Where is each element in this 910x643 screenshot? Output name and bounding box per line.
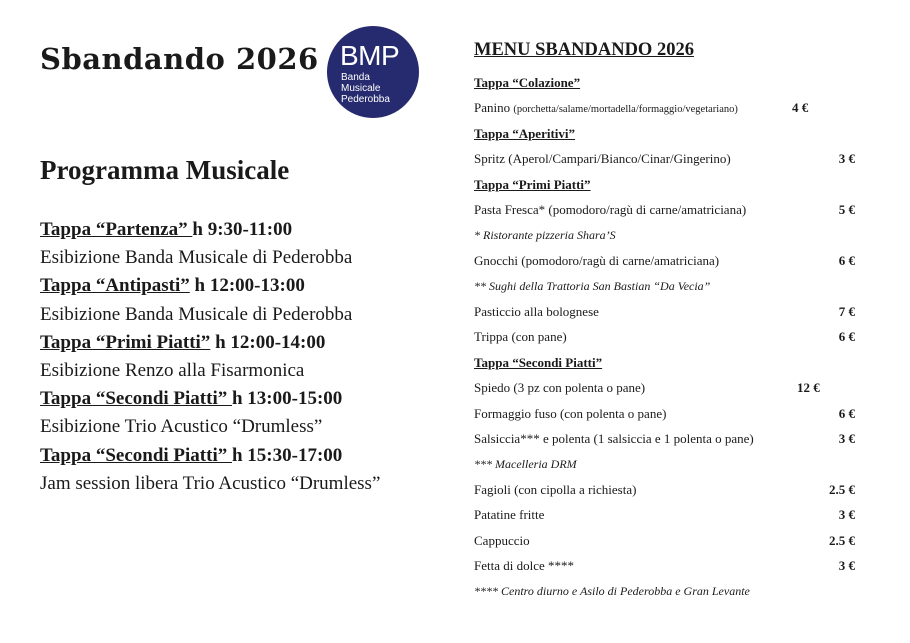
menu-item-name: Salsiccia*** e polenta (1 salsiccia e 1 polenta o pane)	[474, 431, 754, 447]
menu-item-name: Panino	[474, 100, 514, 116]
program-title: Programma Musicale	[40, 155, 290, 185]
menu-item-detail: (porchetta/salame/mortadella/formaggio/vegetariano)	[513, 104, 738, 116]
menu-item-price: 6 €	[838, 405, 855, 421]
stage-time: h 12:00-14:00	[210, 331, 326, 353]
stage-name: Tappa “Secondi Piatti”	[40, 388, 232, 410]
menu-item-name: Trippa (con pane)	[474, 329, 567, 345]
program-stage	[40, 442, 440, 470]
menu-item-price: 6 €	[838, 253, 855, 269]
program-stage	[40, 329, 440, 357]
menu-item-price: 3 €	[838, 151, 855, 167]
menu-item-price: 3 €	[838, 507, 855, 523]
menu-footnote	[474, 579, 864, 604]
stage-time: h 9:30-11:00	[192, 219, 293, 240]
menu-item-name: Fagioli (con cipolla a richiesta)	[474, 482, 637, 497]
menu-item-price: 2.5 €	[829, 532, 855, 548]
logo-line: Pederobba	[341, 94, 390, 105]
logo-main-text: BMP	[340, 40, 400, 71]
logo-line: Musicale	[341, 83, 381, 94]
stage-name: Tappa “Antipasti”	[40, 275, 190, 297]
menu-item-name: Pasta Fresca* (pomodoro/ragù di carne/amatriciana)	[474, 202, 747, 218]
stage-time: h 12:00-13:00	[189, 275, 305, 297]
menu-item-name: Patatine fritte	[474, 507, 545, 523]
program-stage	[40, 216, 440, 244]
program-stage	[40, 385, 440, 413]
menu-item-price: 3 €	[838, 431, 855, 447]
menu-item-price: 6 €	[838, 329, 855, 345]
stage-name: Tappa “Partenza”	[40, 219, 193, 240]
menu-text: Tappa “Aperitivi”	[474, 125, 576, 141]
menu-text: **** Centro diurno e Asilo di Pederobba e Gran Levante	[474, 583, 750, 598]
menu-item	[474, 197, 864, 222]
menu-item	[474, 401, 864, 426]
menu-item-price: 3 €	[838, 558, 855, 574]
menu-text: Tappa “Secondi Piatti”	[474, 354, 603, 370]
menu-item-name: Pasticcio alla bolognese	[474, 303, 599, 319]
menu-item	[474, 502, 864, 527]
bmp-logo	[327, 26, 419, 118]
menu-text: * Ristorante pizzeria Shara’S	[474, 227, 616, 242]
menu-item	[474, 324, 864, 349]
stage-name: Tappa “Primi Piatti”	[40, 331, 211, 353]
program-list	[40, 216, 440, 498]
menu-footnote	[474, 274, 864, 299]
logo-sub-text	[341, 72, 390, 105]
menu-item-price: 2.5 €	[829, 482, 855, 497]
menu-text: Tappa “Colazione”	[474, 75, 581, 90]
stage-performance: Jam session libera Trio Acustico “Drumless”	[40, 472, 381, 494]
menu-text: Tappa “Primi Piatti”	[474, 176, 591, 192]
menu-item-price: 5 €	[838, 202, 855, 218]
menu-section-header	[474, 172, 864, 197]
menu-item-name: Fetta di dolce ****	[474, 558, 575, 574]
stage-time: h 13:00-15:00	[231, 388, 343, 410]
menu-item-name: Formaggio fuso (con polenta o pane)	[474, 405, 667, 421]
stage-performance: Esibizione Renzo alla Fisarmonica	[40, 360, 305, 382]
menu-section-header	[474, 121, 864, 146]
stage-performance: Esibizione Banda Musicale di Pederobba	[40, 303, 353, 325]
menu-item	[474, 248, 864, 273]
menu-footnote	[474, 452, 864, 477]
menu-title: MENU SBANDANDO 2026	[474, 40, 694, 60]
stage-time: h 15:30-17:00	[231, 444, 343, 466]
menu-item	[474, 553, 864, 578]
menu-item	[474, 375, 864, 400]
page-title: Sbandando 2026	[40, 42, 319, 76]
menu-item	[474, 146, 864, 171]
menu-item-price: 7 €	[838, 303, 855, 319]
menu-item-name: Gnocchi (pomodoro/ragù di carne/amatriciana)	[474, 253, 720, 269]
menu-item-price: 12 €	[797, 380, 820, 396]
menu-item	[474, 477, 864, 502]
stage-name: Tappa “Secondi Piatti”	[40, 444, 232, 466]
menu-item-price: 4 €	[792, 100, 809, 116]
menu-item-name: Spritz (Aperol/Campari/Bianco/Cinar/Gingerino)	[474, 151, 731, 167]
menu-section-header	[474, 350, 864, 375]
menu-item	[474, 528, 864, 553]
menu-list	[474, 70, 864, 604]
menu-text: *** Macelleria DRM	[474, 456, 577, 471]
menu-item-name: Cappuccio	[474, 532, 530, 548]
menu-footnote	[474, 223, 864, 248]
menu-item	[474, 95, 864, 120]
menu-item-name: Spiedo (3 pz con polenta o pane)	[474, 380, 646, 396]
program-stage	[40, 272, 440, 300]
menu-item	[474, 299, 864, 324]
stage-performance: Esibizione Banda Musicale di Pederobba	[40, 247, 353, 269]
menu-item	[474, 426, 864, 451]
logo-line: Banda	[341, 72, 370, 83]
stage-performance: Esibizione Trio Acustico “Drumless”	[40, 416, 323, 438]
menu-text: ** Sughi della Trattoria San Bastian “Da Vecia”	[474, 278, 711, 293]
menu-section-header	[474, 70, 864, 95]
